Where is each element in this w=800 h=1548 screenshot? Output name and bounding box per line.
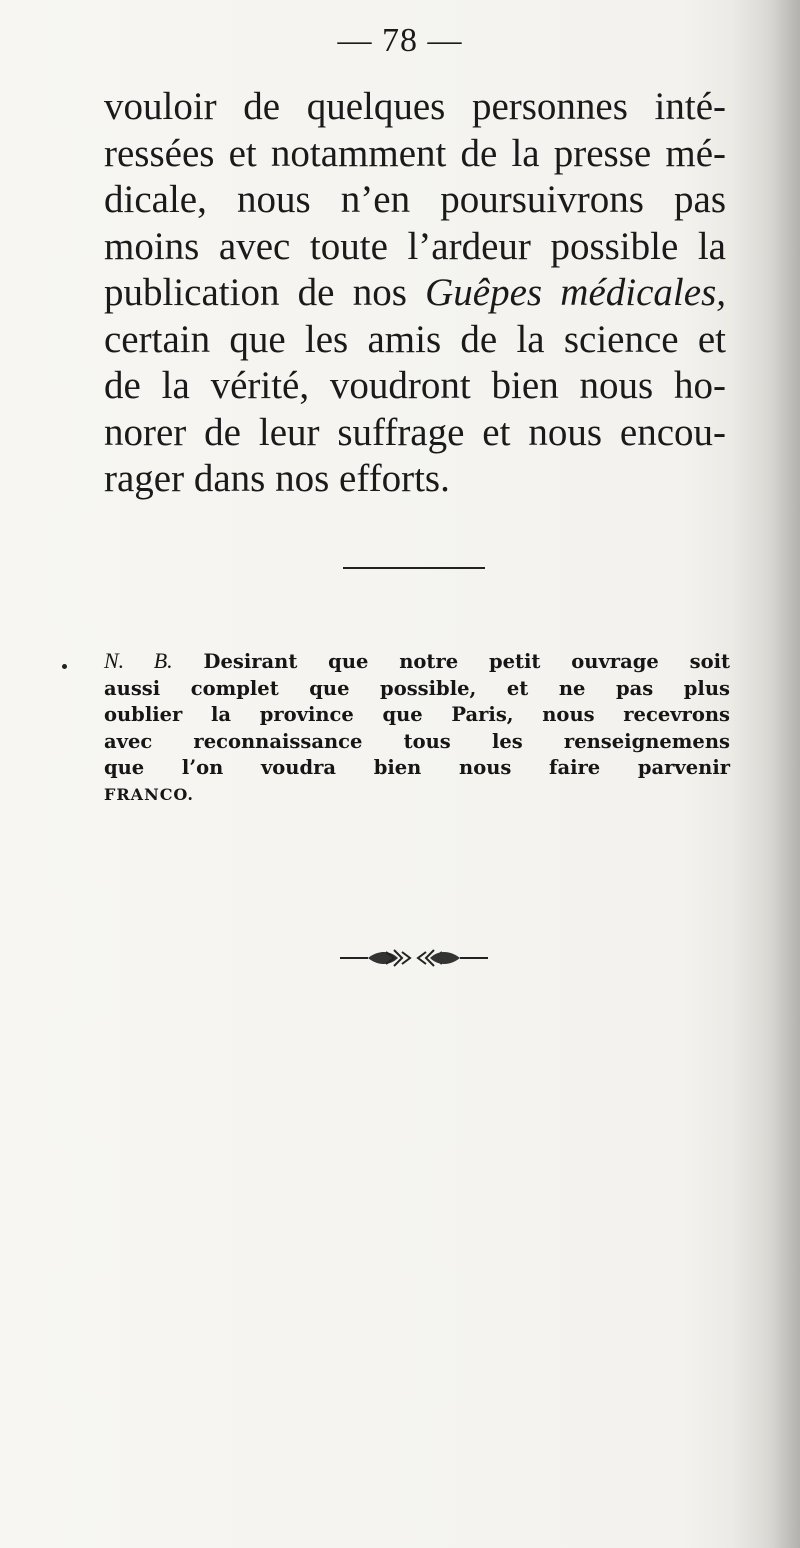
text-line: ressées et notamment de la presse mé- [104, 131, 726, 175]
note-line [104, 648, 730, 676]
page-number: — 78 — [337, 22, 463, 59]
note-line: aussi complet que possible, et ne pas plus [104, 676, 730, 700]
speck [62, 664, 67, 669]
text-line: certain que les amis de la science et [104, 317, 726, 361]
page-gutter-shadow [730, 0, 800, 1548]
text-line: norer de leur suffrage et nous encou- [104, 410, 726, 454]
text-line: de la vérité, voudront bien nous ho- [104, 364, 726, 407]
note-line-franco: FRANCO. [104, 784, 194, 804]
text-line: moins avec toute l’ardeur possible la [104, 224, 726, 268]
note-line: avec reconnaissance tous les renseignemens [104, 729, 730, 753]
separator-rule [343, 567, 485, 569]
text-line: rager dans nos efforts. [104, 457, 450, 500]
tailpiece-ornament-icon [338, 944, 490, 972]
note-line: que l’on voudra bien nous faire parvenir [104, 756, 730, 779]
note-text: Desirant que notre petit ouvrage soit [172, 650, 730, 673]
nb-label: N. B. [104, 648, 173, 673]
italic-title: Guêpes médicales, [425, 271, 727, 314]
note-line: oublier la province que Paris, nous recevrons [104, 703, 730, 726]
footnote-nb [104, 648, 730, 808]
text-line: dicale, nous n’en poursuivrons pas [104, 178, 726, 221]
main-paragraph [104, 84, 726, 503]
text-segment: publication de nos [104, 271, 426, 314]
text-line: vouloir de quelques personnes inté- [104, 85, 726, 128]
text-line [104, 270, 726, 317]
